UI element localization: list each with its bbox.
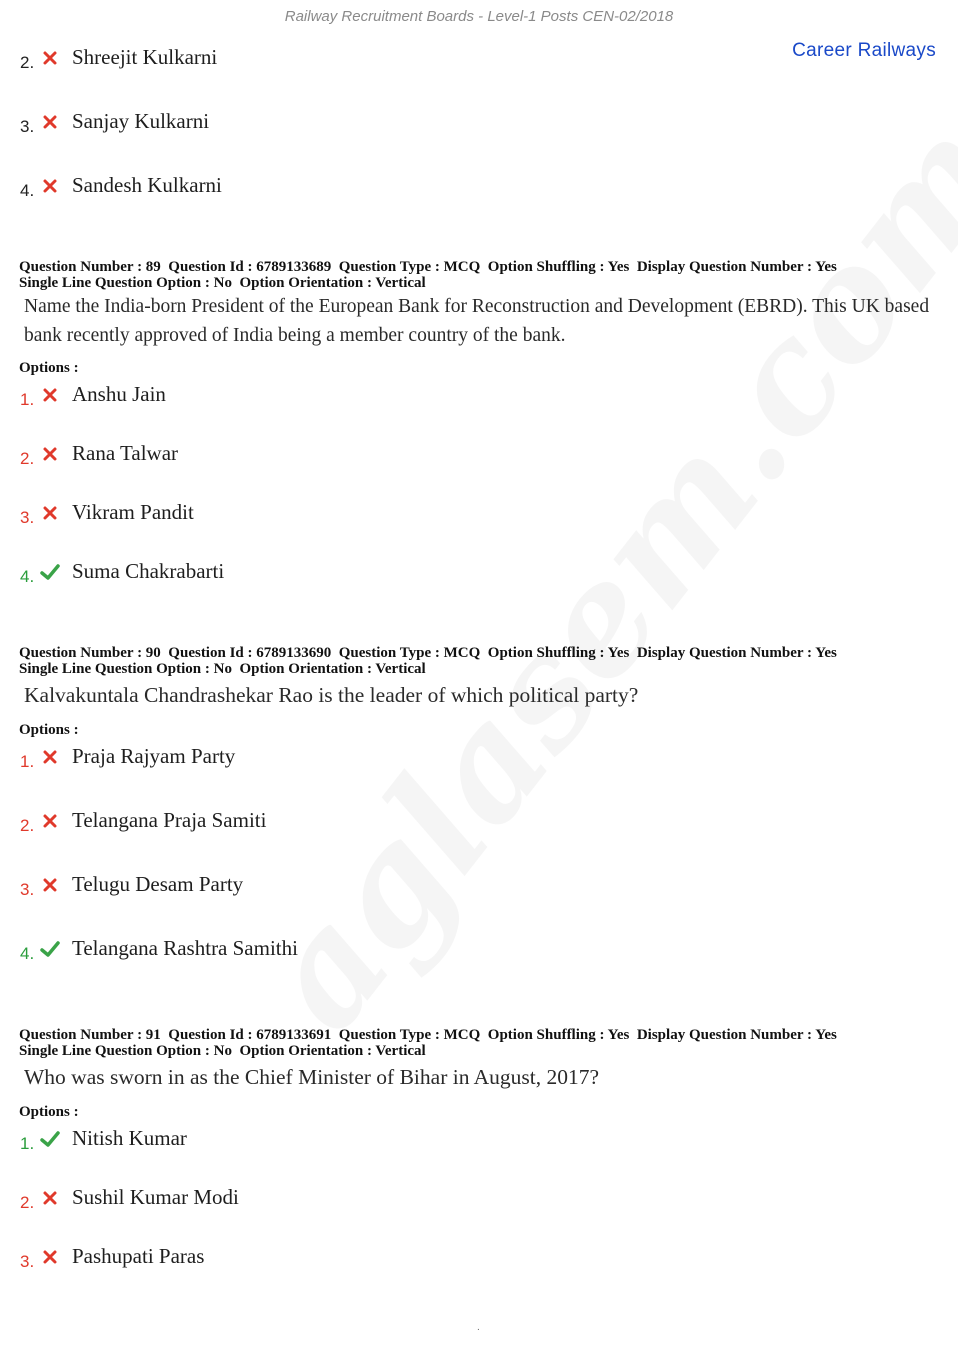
option-item: [18, 500, 618, 534]
option-item: [18, 45, 618, 79]
option-number: 3.: [20, 1252, 35, 1271]
option-number: 1.: [20, 752, 35, 771]
option-item: [18, 559, 618, 593]
question-meta-line: Single Line Question Option : No Option Orientation : Vertical: [19, 1043, 426, 1059]
option-number: 3.: [20, 880, 35, 899]
cross-icon: [40, 49, 60, 67]
option-item: [18, 744, 618, 778]
options-label: Options :: [19, 360, 79, 376]
option-item: [18, 109, 618, 143]
cross-icon: [40, 1189, 60, 1207]
option-item: [18, 1126, 618, 1160]
question-meta-line: Question Number : 91 Question Id : 6789133691 Question Type : MCQ Option Shuffling : Yes Display Question Number : Yes: [19, 1027, 837, 1043]
option-text: Shreejit Kulkarni: [72, 45, 218, 69]
option-item: [18, 1244, 618, 1278]
option-number: 3.: [20, 117, 35, 136]
option-item: [18, 936, 618, 970]
question-text: Who was sworn in as the Chief Minister of Bihar in August, 2017?: [24, 1065, 600, 1089]
option-text: Rana Talwar: [72, 441, 179, 465]
option-number: 2.: [20, 816, 35, 835]
page-footer-mark: .: [477, 1322, 480, 1333]
option-item: [18, 382, 618, 416]
cross-icon: [40, 113, 60, 131]
cross-icon: [40, 1248, 60, 1266]
question-text: Name the India-born President of the European Bank for Reconstruction and Development (EBRD). This UK based bank recently approved of India being a member country of the bank.: [24, 296, 930, 346]
option-text: Nitish Kumar: [72, 1126, 187, 1150]
cross-icon: [40, 876, 60, 894]
question-meta: [19, 645, 939, 677]
option-number: 1.: [20, 1134, 35, 1153]
question-meta-line: Question Number : 89 Question Id : 6789133689 Question Type : MCQ Option Shuffling : Yes Display Question Number : Yes: [19, 259, 837, 275]
option-text: Telangana Praja Samiti: [72, 808, 267, 832]
option-number: 1.: [20, 390, 35, 409]
cross-icon: [40, 177, 60, 195]
option-text: Anshu Jain: [72, 382, 166, 406]
option-item: [18, 872, 618, 906]
option-text: Sanjay Kulkarni: [72, 109, 210, 133]
option-number: 2.: [20, 53, 35, 72]
option-number: 4.: [20, 181, 35, 200]
page-header-title: Railway Recruitment Boards - Level-1 Posts CEN-02/2018: [284, 8, 674, 25]
option-text: Sandesh Kulkarni: [72, 173, 222, 197]
brand-label: Career Railways: [792, 40, 936, 61]
option-text: Telangana Rashtra Samithi: [72, 936, 298, 960]
cross-icon: [40, 748, 60, 766]
option-number: 3.: [20, 508, 35, 527]
option-text: Suma Chakrabarti: [72, 559, 225, 583]
options-label: Options :: [19, 722, 79, 738]
options-label: Options :: [19, 1104, 79, 1120]
question-meta-line: Single Line Question Option : No Option Orientation : Vertical: [19, 275, 426, 291]
option-item: [18, 441, 618, 475]
option-item: [18, 1185, 618, 1219]
question-meta-line: Single Line Question Option : No Option Orientation : Vertical: [19, 661, 426, 677]
option-text: Praja Rajyam Party: [72, 744, 236, 768]
option-text: Pashupati Paras: [72, 1244, 205, 1268]
cross-icon: [40, 812, 60, 830]
question-meta: [19, 1027, 939, 1059]
question-meta-line: Question Number : 90 Question Id : 6789133690 Question Type : MCQ Option Shuffling : Yes Display Question Number : Yes: [19, 645, 837, 661]
checkmark-icon: [40, 940, 60, 958]
option-number: 4.: [20, 944, 35, 963]
checkmark-icon: [40, 1130, 60, 1148]
option-text: Telugu Desam Party: [72, 872, 244, 896]
option-number: 2.: [20, 1193, 35, 1212]
option-item: [18, 808, 618, 842]
cross-icon: [40, 445, 60, 463]
cross-icon: [40, 504, 60, 522]
option-number: 2.: [20, 449, 35, 468]
option-item: [18, 173, 618, 207]
question-text: Kalvakuntala Chandrashekar Rao is the leader of which political party?: [24, 683, 639, 707]
option-text: Sushil Kumar Modi: [72, 1185, 239, 1209]
checkmark-icon: [40, 563, 60, 581]
question-meta: [19, 259, 939, 291]
option-text: Vikram Pandit: [72, 500, 194, 524]
cross-icon: [40, 386, 60, 404]
option-number: 4.: [20, 567, 35, 586]
